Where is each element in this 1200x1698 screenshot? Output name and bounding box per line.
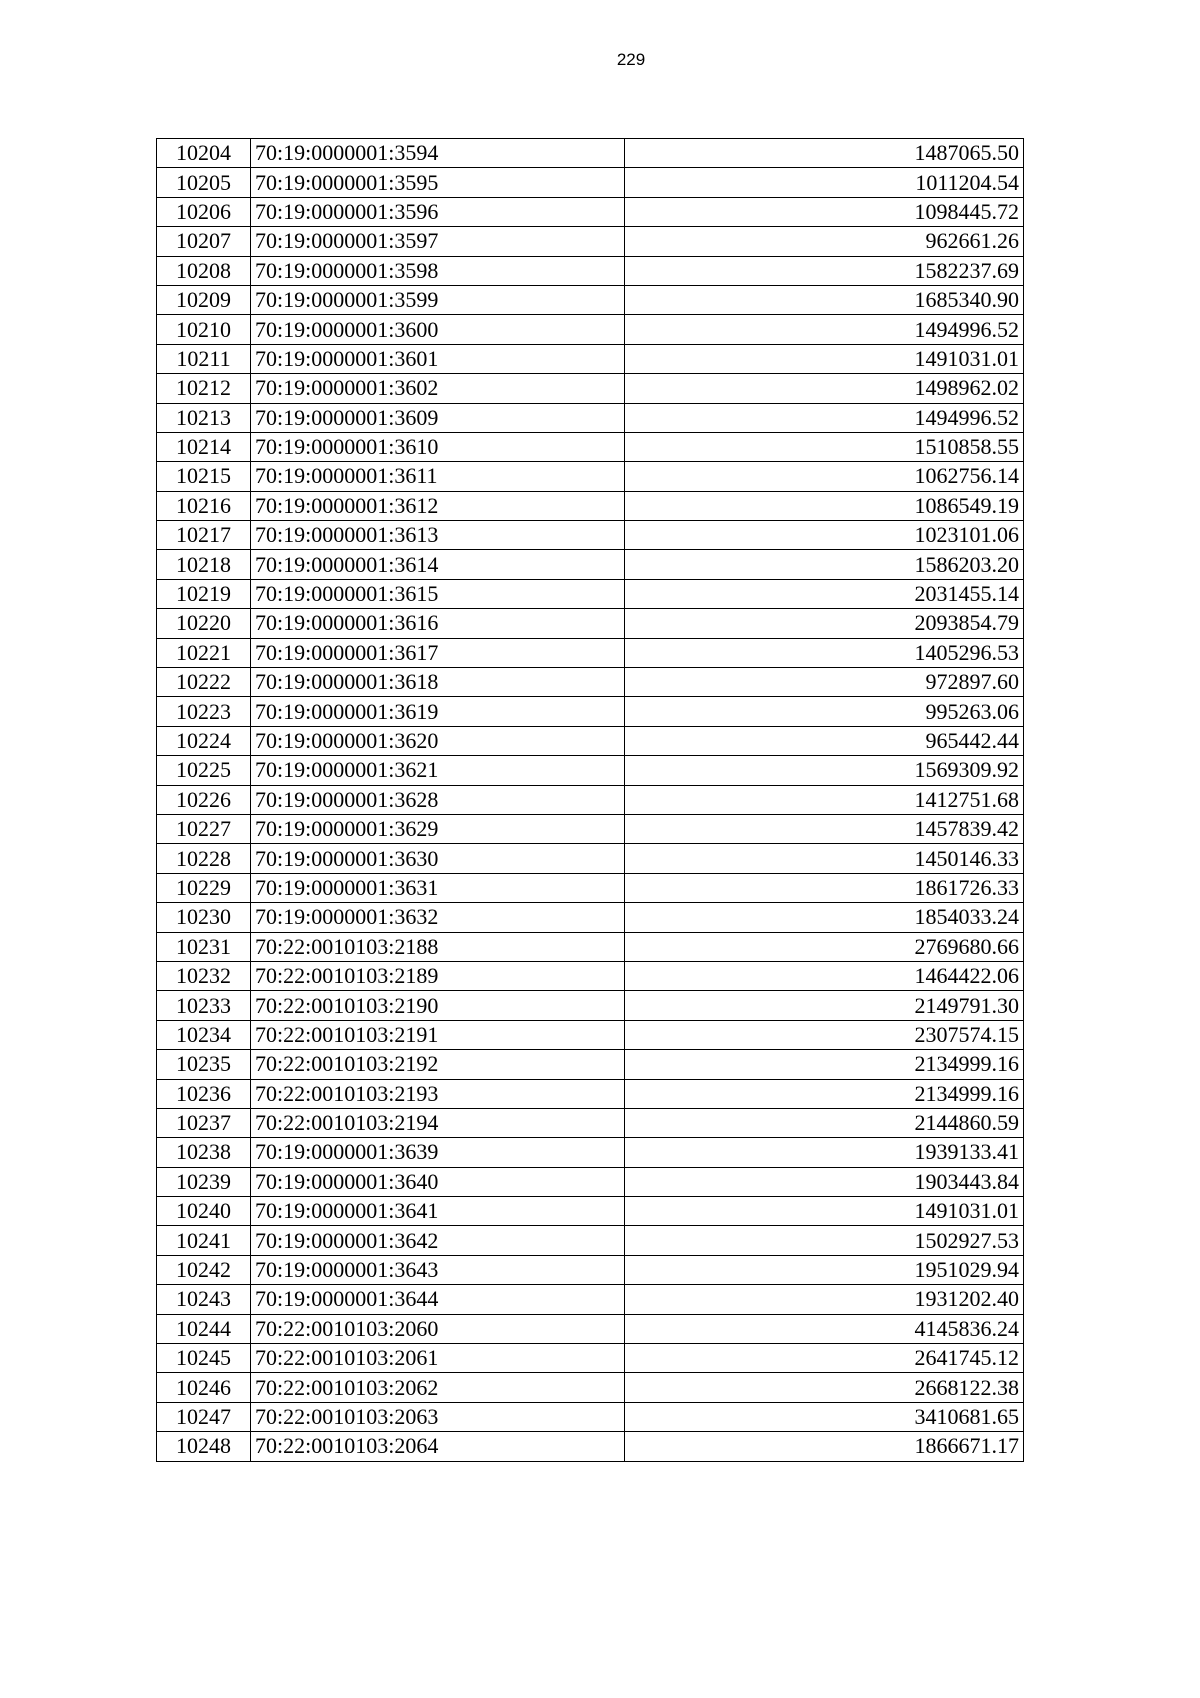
row-number-cell: 10206 [157,197,251,226]
cadastral-number-cell: 70:19:0000001:3621 [251,756,625,785]
table-row [157,374,1024,403]
row-number-cell: 10231 [157,932,251,961]
cadastral-value-cell: 1569309.92 [625,756,1024,785]
cadastral-number-cell: 70:19:0000001:3598 [251,256,625,285]
cadastral-number-cell: 70:19:0000001:3630 [251,844,625,873]
table-row [157,697,1024,726]
cadastral-number-cell: 70:19:0000001:3594 [251,139,625,168]
cadastral-number-cell: 70:19:0000001:3611 [251,462,625,491]
cadastral-number-cell: 70:19:0000001:3610 [251,432,625,461]
row-number-cell: 10229 [157,873,251,902]
cadastral-value-cell: 2134999.16 [625,1050,1024,1079]
cadastral-value-cell: 2307574.15 [625,1020,1024,1049]
table-row [157,1402,1024,1431]
table-row [157,991,1024,1020]
table-row [157,491,1024,520]
table-row [157,726,1024,755]
table-row [157,638,1024,667]
cadastral-number-cell: 70:19:0000001:3597 [251,227,625,256]
row-number-cell: 10212 [157,374,251,403]
cadastral-number-cell: 70:19:0000001:3618 [251,668,625,697]
row-number-cell: 10219 [157,579,251,608]
cadastral-value-cell: 1464422.06 [625,961,1024,990]
row-number-cell: 10248 [157,1432,251,1461]
cadastral-number-cell: 70:19:0000001:3628 [251,785,625,814]
cadastral-value-cell: 1098445.72 [625,197,1024,226]
table-row [157,814,1024,843]
cadastral-value-cell: 1939133.41 [625,1138,1024,1167]
table-body [157,139,1024,1462]
cadastral-value-cell: 1854033.24 [625,903,1024,932]
table-row [157,285,1024,314]
cadastral-number-cell: 70:19:0000001:3632 [251,903,625,932]
table-row [157,1255,1024,1284]
cadastral-value-cell: 1062756.14 [625,462,1024,491]
row-number-cell: 10238 [157,1138,251,1167]
row-number-cell: 10205 [157,168,251,197]
cadastral-value-cell: 1498962.02 [625,374,1024,403]
cadastral-number-cell: 70:19:0000001:3644 [251,1285,625,1314]
cadastral-value-cell: 1023101.06 [625,521,1024,550]
cadastral-value-cell: 1494996.52 [625,403,1024,432]
cadastral-value-cell: 1931202.40 [625,1285,1024,1314]
cadastral-number-cell: 70:19:0000001:3613 [251,521,625,550]
row-number-cell: 10228 [157,844,251,873]
cadastral-number-cell: 70:19:0000001:3617 [251,638,625,667]
cadastral-value-cell: 1011204.54 [625,168,1024,197]
row-number-cell: 10224 [157,726,251,755]
table-row [157,256,1024,285]
row-number-cell: 10236 [157,1079,251,1108]
cadastral-number-cell: 70:19:0000001:3642 [251,1226,625,1255]
cadastral-number-cell: 70:19:0000001:3643 [251,1255,625,1284]
row-number-cell: 10235 [157,1050,251,1079]
row-number-cell: 10226 [157,785,251,814]
row-number-cell: 10214 [157,432,251,461]
cadastral-value-table [156,138,1024,1462]
table-row [157,609,1024,638]
table-row [157,756,1024,785]
table-row [157,521,1024,550]
table-row [157,139,1024,168]
cadastral-value-cell: 2093854.79 [625,609,1024,638]
cadastral-value-cell: 1510858.55 [625,432,1024,461]
cadastral-number-cell: 70:19:0000001:3596 [251,197,625,226]
table-row [157,961,1024,990]
row-number-cell: 10245 [157,1344,251,1373]
cadastral-value-cell: 995263.06 [625,697,1024,726]
row-number-cell: 10217 [157,521,251,550]
cadastral-number-cell: 70:19:0000001:3609 [251,403,625,432]
row-number-cell: 10243 [157,1285,251,1314]
cadastral-number-cell: 70:22:0010103:2192 [251,1050,625,1079]
cadastral-value-cell: 3410681.65 [625,1402,1024,1431]
cadastral-value-cell: 1582237.69 [625,256,1024,285]
cadastral-number-cell: 70:19:0000001:3612 [251,491,625,520]
cadastral-number-cell: 70:19:0000001:3619 [251,697,625,726]
table-row [157,579,1024,608]
cadastral-number-cell: 70:22:0010103:2064 [251,1432,625,1461]
cadastral-number-cell: 70:22:0010103:2060 [251,1314,625,1343]
table-row [157,1020,1024,1049]
row-number-cell: 10223 [157,697,251,726]
cadastral-value-cell: 2144860.59 [625,1108,1024,1137]
table-row [157,227,1024,256]
row-number-cell: 10246 [157,1373,251,1402]
cadastral-number-cell: 70:22:0010103:2190 [251,991,625,1020]
row-number-cell: 10233 [157,991,251,1020]
row-number-cell: 10208 [157,256,251,285]
table-row [157,1344,1024,1373]
table-row [157,1138,1024,1167]
row-number-cell: 10240 [157,1197,251,1226]
row-number-cell: 10209 [157,285,251,314]
table-row [157,403,1024,432]
cadastral-value-cell: 2668122.38 [625,1373,1024,1402]
page-number: 229 [616,50,646,69]
cadastral-value-cell: 2134999.16 [625,1079,1024,1108]
table-row [157,785,1024,814]
cadastral-number-cell: 70:22:0010103:2191 [251,1020,625,1049]
cadastral-value-cell: 1494996.52 [625,315,1024,344]
table-row [157,1197,1024,1226]
table-row [157,315,1024,344]
row-number-cell: 10247 [157,1402,251,1431]
cadastral-value-cell: 1487065.50 [625,139,1024,168]
table-row [157,168,1024,197]
table-row [157,344,1024,373]
table-row [157,1050,1024,1079]
cadastral-number-cell: 70:22:0010103:2188 [251,932,625,961]
table-row [157,1432,1024,1461]
cadastral-number-cell: 70:22:0010103:2062 [251,1373,625,1402]
cadastral-number-cell: 70:19:0000001:3595 [251,168,625,197]
cadastral-number-cell: 70:19:0000001:3616 [251,609,625,638]
cadastral-value-cell: 1491031.01 [625,344,1024,373]
table-row [157,1226,1024,1255]
cadastral-value-cell: 1903443.84 [625,1167,1024,1196]
table-row [157,668,1024,697]
cadastral-number-cell: 70:19:0000001:3640 [251,1167,625,1196]
cadastral-number-cell: 70:19:0000001:3641 [251,1197,625,1226]
cadastral-number-cell: 70:19:0000001:3600 [251,315,625,344]
row-number-cell: 10234 [157,1020,251,1049]
cadastral-value-cell: 1866671.17 [625,1432,1024,1461]
cadastral-number-cell: 70:22:0010103:2061 [251,1344,625,1373]
table-row [157,462,1024,491]
table-row [157,1079,1024,1108]
table-row [157,873,1024,902]
row-number-cell: 10221 [157,638,251,667]
row-number-cell: 10204 [157,139,251,168]
table-row [157,1108,1024,1137]
cadastral-value-cell: 1412751.68 [625,785,1024,814]
table-row [157,844,1024,873]
table-row [157,932,1024,961]
row-number-cell: 10222 [157,668,251,697]
table-row [157,432,1024,461]
row-number-cell: 10207 [157,227,251,256]
cadastral-number-cell: 70:19:0000001:3629 [251,814,625,843]
cadastral-number-cell: 70:19:0000001:3620 [251,726,625,755]
cadastral-number-cell: 70:19:0000001:3614 [251,550,625,579]
row-number-cell: 10225 [157,756,251,785]
cadastral-value-cell: 972897.60 [625,668,1024,697]
cadastral-number-cell: 70:19:0000001:3615 [251,579,625,608]
cadastral-number-cell: 70:19:0000001:3599 [251,285,625,314]
table-row [157,1314,1024,1343]
cadastral-value-cell: 1951029.94 [625,1255,1024,1284]
cadastral-number-cell: 70:19:0000001:3602 [251,374,625,403]
table-row [157,1285,1024,1314]
row-number-cell: 10213 [157,403,251,432]
cadastral-value-cell: 965442.44 [625,726,1024,755]
row-number-cell: 10242 [157,1255,251,1284]
cadastral-value-cell: 2031455.14 [625,579,1024,608]
row-number-cell: 10218 [157,550,251,579]
cadastral-value-cell: 1450146.33 [625,844,1024,873]
cadastral-number-cell: 70:19:0000001:3601 [251,344,625,373]
cadastral-value-cell: 1405296.53 [625,638,1024,667]
cadastral-value-cell: 962661.26 [625,227,1024,256]
cadastral-value-cell: 2769680.66 [625,932,1024,961]
row-number-cell: 10210 [157,315,251,344]
row-number-cell: 10211 [157,344,251,373]
row-number-cell: 10232 [157,961,251,990]
row-number-cell: 10241 [157,1226,251,1255]
cadastral-number-cell: 70:19:0000001:3631 [251,873,625,902]
cadastral-number-cell: 70:22:0010103:2063 [251,1402,625,1431]
row-number-cell: 10237 [157,1108,251,1137]
row-number-cell: 10216 [157,491,251,520]
cadastral-number-cell: 70:19:0000001:3639 [251,1138,625,1167]
row-number-cell: 10239 [157,1167,251,1196]
cadastral-value-cell: 1685340.90 [625,285,1024,314]
table-row [157,197,1024,226]
row-number-cell: 10215 [157,462,251,491]
row-number-cell: 10244 [157,1314,251,1343]
table-row [157,550,1024,579]
cadastral-value-cell: 1086549.19 [625,491,1024,520]
cadastral-number-cell: 70:22:0010103:2194 [251,1108,625,1137]
row-number-cell: 10227 [157,814,251,843]
cadastral-value-cell: 1861726.33 [625,873,1024,902]
table-row [157,1167,1024,1196]
cadastral-number-cell: 70:22:0010103:2193 [251,1079,625,1108]
row-number-cell: 10230 [157,903,251,932]
cadastral-value-cell: 1502927.53 [625,1226,1024,1255]
cadastral-number-cell: 70:22:0010103:2189 [251,961,625,990]
table-row [157,903,1024,932]
row-number-cell: 10220 [157,609,251,638]
cadastral-value-cell: 4145836.24 [625,1314,1024,1343]
cadastral-value-cell: 2641745.12 [625,1344,1024,1373]
cadastral-value-cell: 1586203.20 [625,550,1024,579]
table-row [157,1373,1024,1402]
cadastral-value-cell: 2149791.30 [625,991,1024,1020]
cadastral-value-cell: 1457839.42 [625,814,1024,843]
cadastral-value-cell: 1491031.01 [625,1197,1024,1226]
